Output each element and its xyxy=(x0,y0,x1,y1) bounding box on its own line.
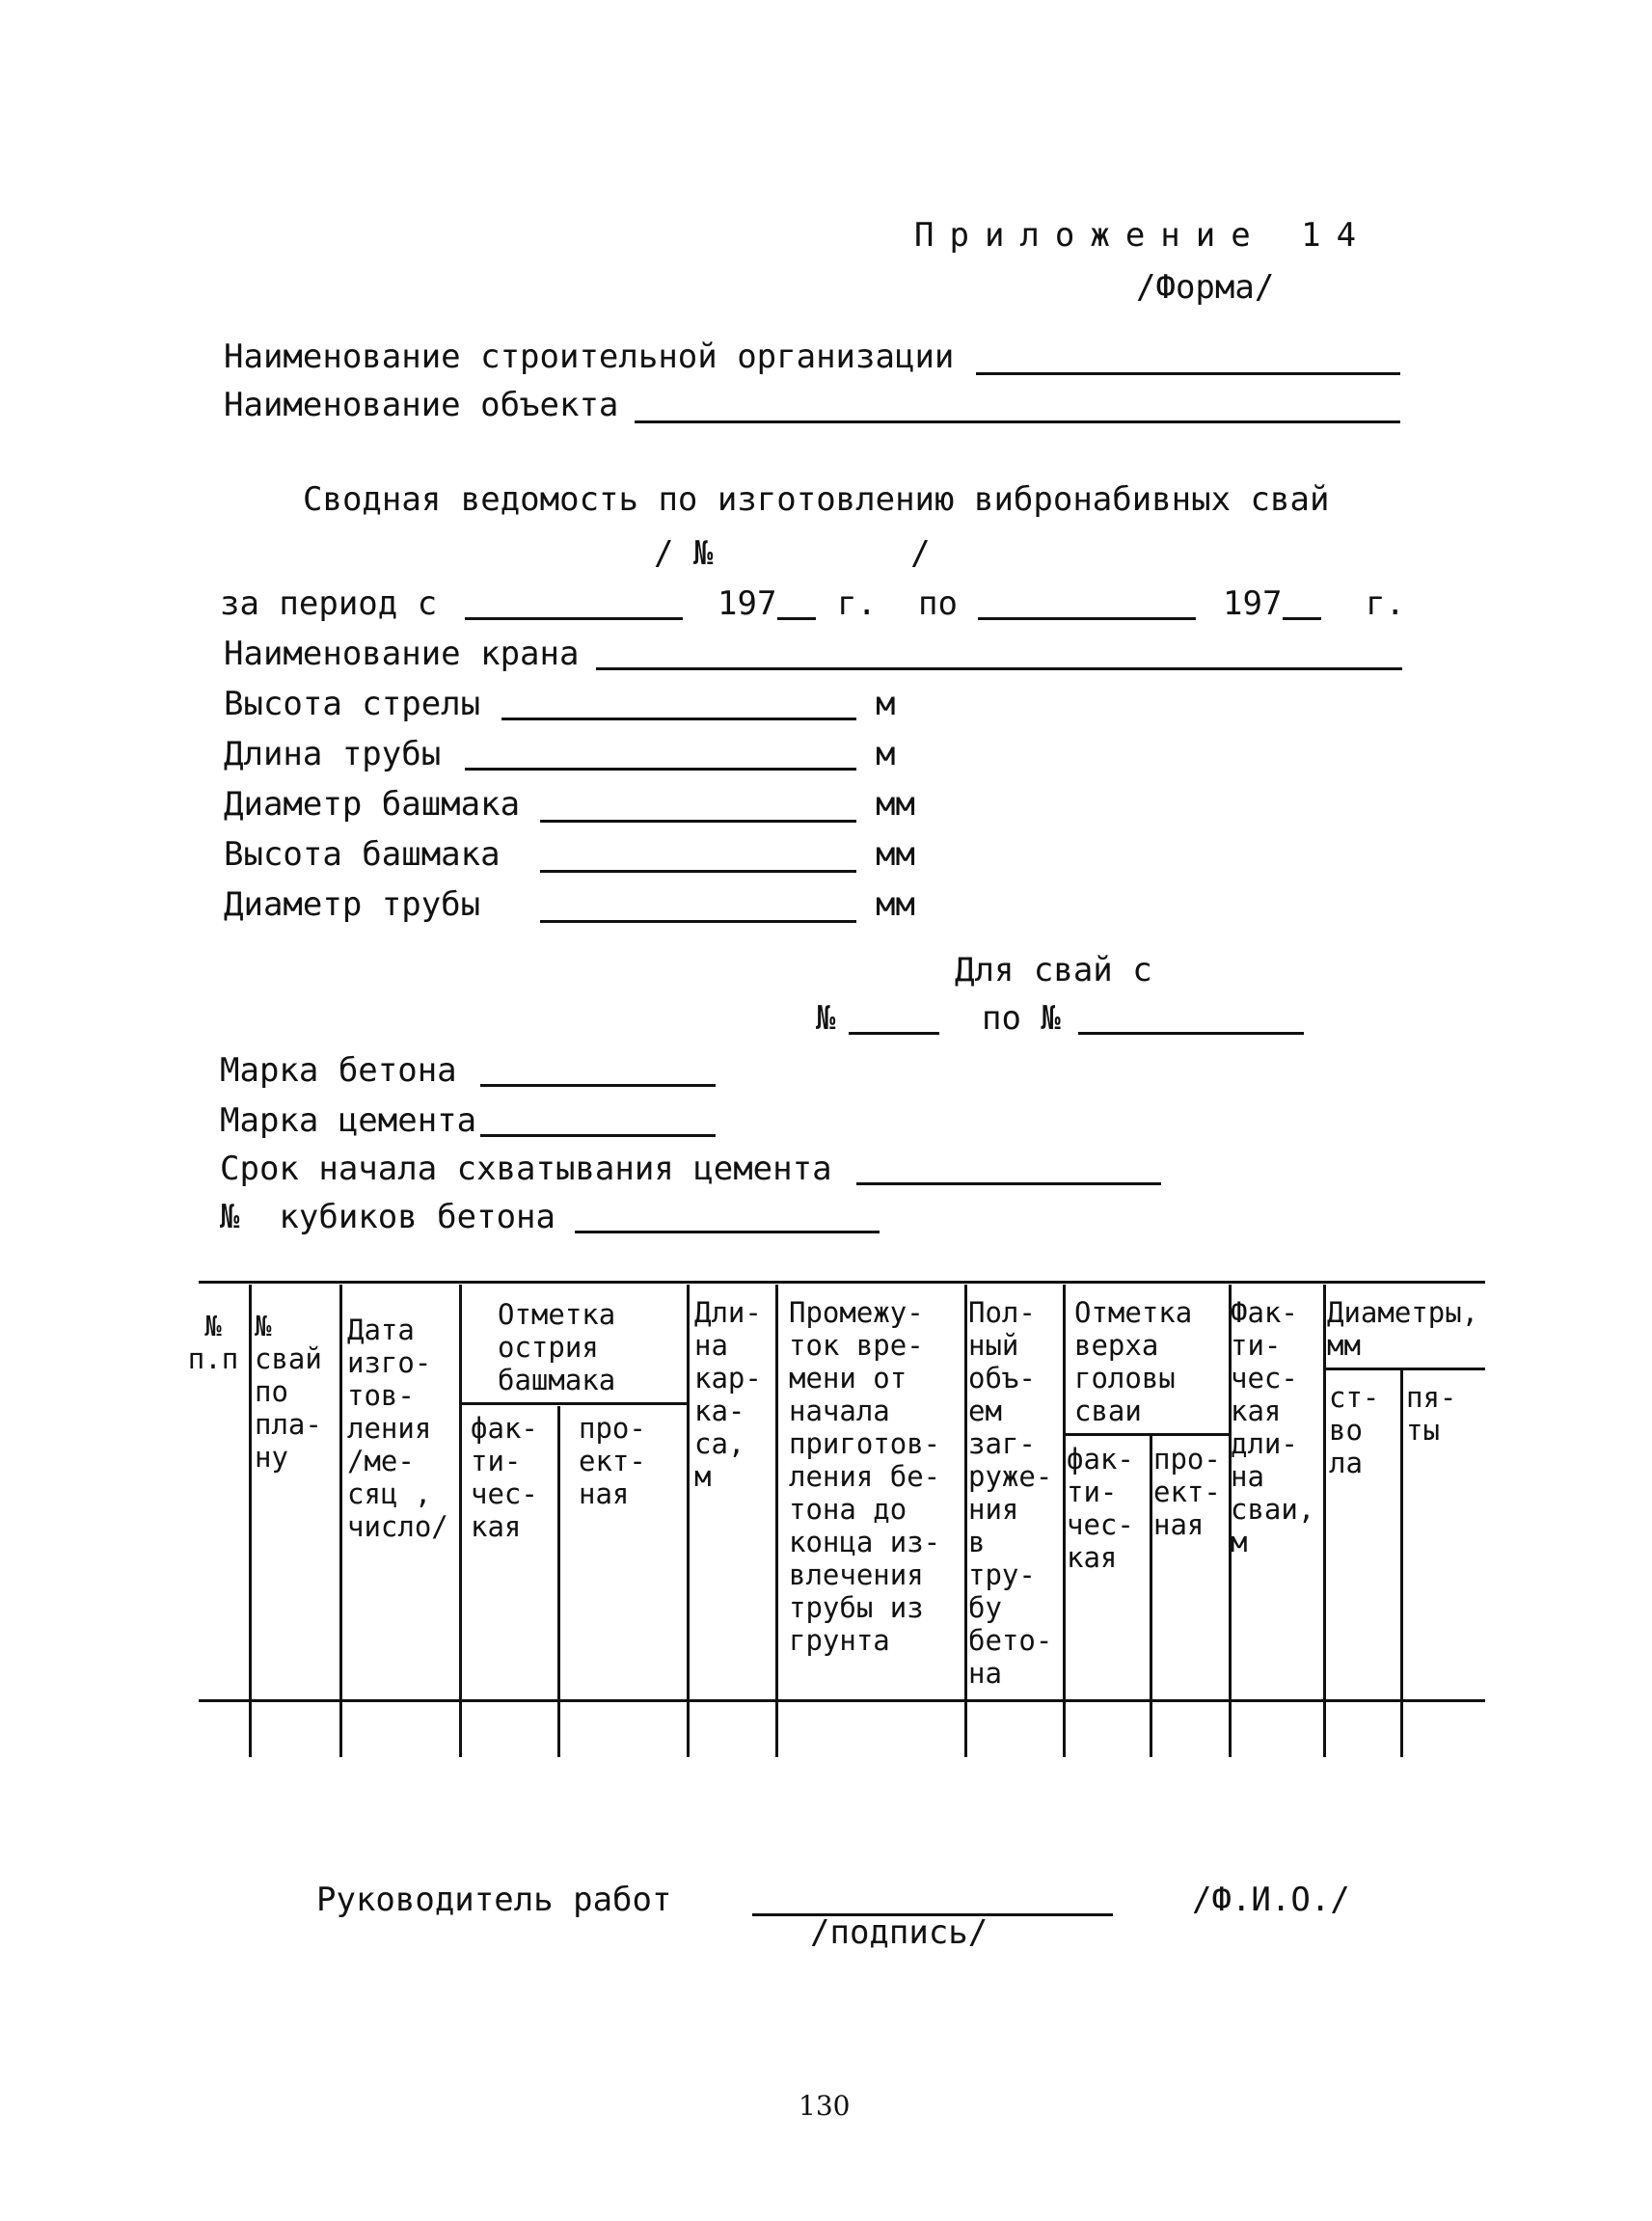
period-from-line[interactable] xyxy=(465,617,683,620)
th-top: Отметка верха головы сваи xyxy=(1074,1296,1193,1427)
object-label: Наименование объекта xyxy=(224,386,619,424)
cement-grade-line[interactable] xyxy=(480,1134,716,1137)
period-g2: г. xyxy=(1366,584,1405,623)
th-top-fact: фак- ти- чес- кая xyxy=(1067,1443,1134,1574)
th-tip-proj: про- ект- ная xyxy=(579,1412,646,1510)
period-year2: 197 xyxy=(1223,584,1283,623)
th-interval: Промежу- ток вре- мени от начала приготов- ления бе- тона до конца из- влечения трубы из грунта xyxy=(789,1296,941,1657)
th-num: № п.п xyxy=(187,1310,239,1375)
th-volume: Пол- ный объ- ем заг- руже- ния в тру- бу бето- на xyxy=(968,1296,1053,1690)
th-fact-length: Фак- ти- чес- кая дли- на сваи, м xyxy=(1231,1296,1315,1558)
concrete-cubes-label: № кубиков бетона xyxy=(220,1198,555,1236)
period-to-line[interactable] xyxy=(978,617,1196,620)
document-title: Сводная ведомость по изготовлению вибронабивных свай xyxy=(303,480,1330,519)
table-col-divider xyxy=(687,1285,690,1757)
table-col-divider xyxy=(339,1285,342,1757)
param-shoe-height-line[interactable] xyxy=(540,870,856,873)
period-g1: г. xyxy=(837,584,877,623)
piles-range-to: по № xyxy=(982,999,1061,1038)
th-diam-heel: пя- ты xyxy=(1406,1381,1457,1447)
piles-range-from: № xyxy=(816,999,836,1038)
piles-range-label: Для свай с xyxy=(955,951,1152,989)
param-shoe-height-label: Высота башмака xyxy=(224,835,501,874)
concrete-cubes-line[interactable] xyxy=(575,1231,880,1233)
param-crane-line[interactable] xyxy=(596,667,1402,670)
signature-caption: /подпись/ xyxy=(810,1913,988,1952)
table-header-rule xyxy=(199,1699,1485,1702)
cement-setting-line[interactable] xyxy=(856,1182,1161,1185)
th-date: Дата изго- тов- ления /ме- сяц , число/ xyxy=(347,1314,448,1543)
param-pipe-diameter-label: Диаметр трубы xyxy=(224,885,481,924)
param-shoe-height-unit: мм xyxy=(876,835,915,874)
param-boom-label: Высота стрелы xyxy=(224,685,481,723)
page-number: 130 xyxy=(799,2090,851,2122)
table-col-divider xyxy=(459,1285,462,1757)
period-year2-line[interactable] xyxy=(1283,617,1321,620)
param-pipe-diameter-line[interactable] xyxy=(540,920,856,923)
th-diam-trunk: ст- во ла xyxy=(1329,1381,1380,1479)
th-length: Дли- на кар- ка- са, м xyxy=(694,1296,762,1493)
param-crane-label: Наименование крана xyxy=(224,635,580,673)
table-col-divider xyxy=(1400,1369,1403,1757)
th-tip: Отметка острия башмака xyxy=(498,1298,616,1396)
document-number: / № / xyxy=(654,534,931,573)
appendix-title: Приложение 14 xyxy=(914,216,1372,255)
signature-label: Руководитель работ xyxy=(316,1881,672,1919)
param-shoe-diameter-line[interactable] xyxy=(540,820,856,823)
period-year1-line[interactable] xyxy=(777,617,816,620)
cement-grade-label: Марка цемента xyxy=(220,1101,477,1140)
org-label: Наименование строительной организации xyxy=(224,338,955,376)
piles-range-from-line[interactable] xyxy=(849,1032,939,1035)
piles-range-to-line[interactable] xyxy=(1078,1032,1304,1035)
table-col-divider xyxy=(249,1285,252,1757)
param-shoe-diameter-unit: мм xyxy=(876,785,915,824)
table-subheader-rule xyxy=(461,1402,687,1405)
param-boom-unit: м xyxy=(876,685,896,723)
table-col-divider xyxy=(1150,1435,1152,1757)
table-col-divider xyxy=(775,1285,778,1757)
th-top-proj: про- ект- ная xyxy=(1153,1443,1221,1541)
param-pipe-length-unit: м xyxy=(876,735,896,773)
param-pipe-length-label: Длина трубы xyxy=(224,735,442,773)
period-year1: 197 xyxy=(718,584,777,623)
table-subheader-rule xyxy=(1325,1368,1485,1370)
th-diameters: Диаметры, мм xyxy=(1327,1296,1479,1362)
table-col-divider xyxy=(1063,1285,1066,1757)
table-col-divider xyxy=(964,1285,967,1757)
period-po: по xyxy=(918,584,958,623)
org-line[interactable] xyxy=(976,372,1400,375)
table-top-rule xyxy=(199,1281,1485,1284)
param-pipe-diameter-unit: мм xyxy=(876,885,915,924)
concrete-grade-label: Марка бетона xyxy=(220,1051,457,1090)
th-pile: № свай по пла- ну xyxy=(255,1310,322,1474)
table-col-divider xyxy=(557,1406,560,1757)
table-col-divider xyxy=(1323,1285,1326,1757)
cement-setting-label: Срок начала схватывания цемента xyxy=(220,1150,832,1188)
fio-caption: /Ф.И.О./ xyxy=(1192,1881,1350,1919)
form-label: /Форма/ xyxy=(1136,268,1275,307)
period-label: за период с xyxy=(220,584,438,623)
param-shoe-diameter-label: Диаметр башмака xyxy=(224,785,521,824)
concrete-grade-line[interactable] xyxy=(480,1084,716,1087)
param-boom-line[interactable] xyxy=(501,718,856,720)
object-line[interactable] xyxy=(635,420,1400,423)
table-subheader-rule xyxy=(1065,1433,1229,1436)
th-tip-fact: фак- ти- чес- кая xyxy=(471,1412,538,1543)
param-pipe-length-line[interactable] xyxy=(465,768,856,771)
